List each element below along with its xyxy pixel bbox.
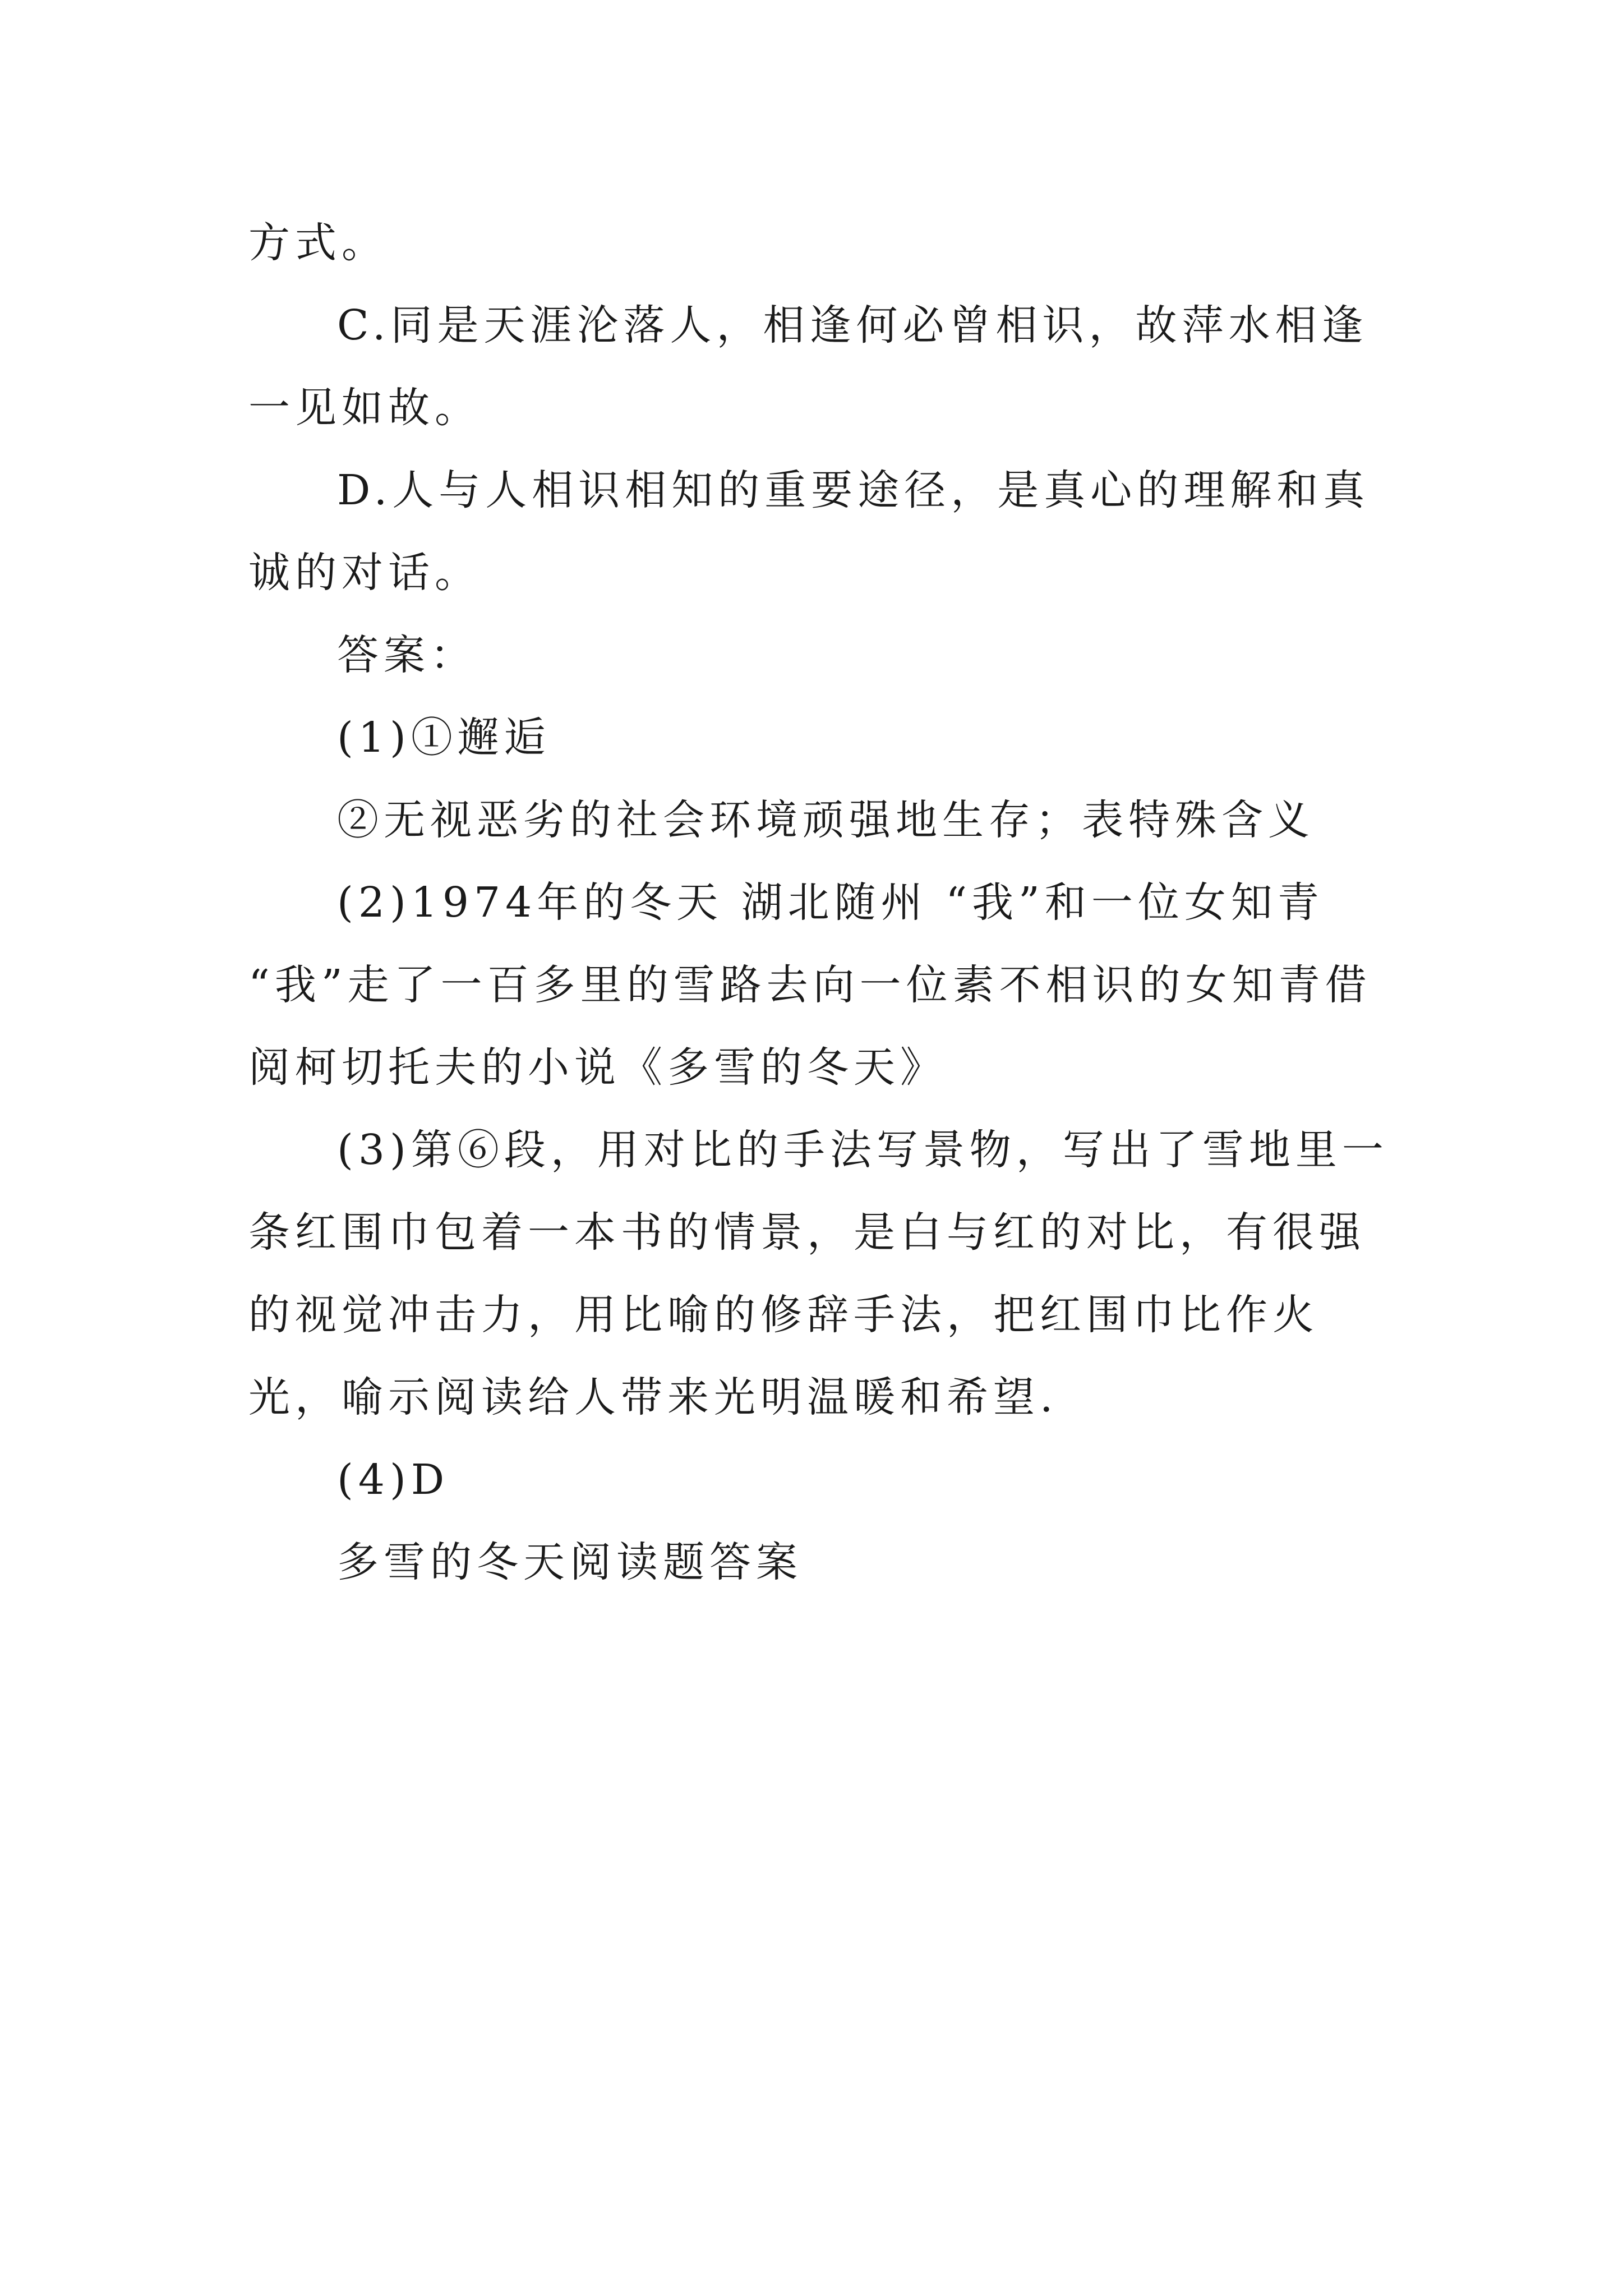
answer-heading: 答案： bbox=[337, 631, 477, 679]
option-c: C.同是天涯沦落人，相逢何必曾相识，故萍水相逢一见如故。 bbox=[248, 301, 1368, 432]
answer-2: (2)1974年的冬天 湖北随州 “我”和一位女知青 “我”走了一百多里的雪路去向一位素不相识的女知青借阅柯切托夫的小说《多雪的冬天》 bbox=[248, 878, 1372, 1092]
answer-1-part-1: (1)①邂逅 bbox=[337, 714, 551, 762]
answer-4: (4)D bbox=[337, 1456, 450, 1504]
option-d: D.人与人相识相知的重要途径，是真心的理解和真诚的对话。 bbox=[248, 466, 1370, 597]
document-body bbox=[248, 202, 1393, 1604]
document-footer-title: 多雪的冬天阅读题答案 bbox=[337, 1538, 803, 1586]
answer-3: (3)第⑥段，用对比的手法写景物，写出了雪地里一条红围巾包着一本书的情景，是白与红的对比，有很强的视觉冲击力，用比喻的修辞手法，把红围巾比作火光，喻示阅读给人带来光明温暖和希望. bbox=[248, 1126, 1389, 1421]
paragraph-continuation: 方式。 bbox=[248, 219, 388, 267]
answer-1-part-2: ②无视恶劣的社会环境顽强地生存；表特殊含义 bbox=[337, 796, 1315, 844]
